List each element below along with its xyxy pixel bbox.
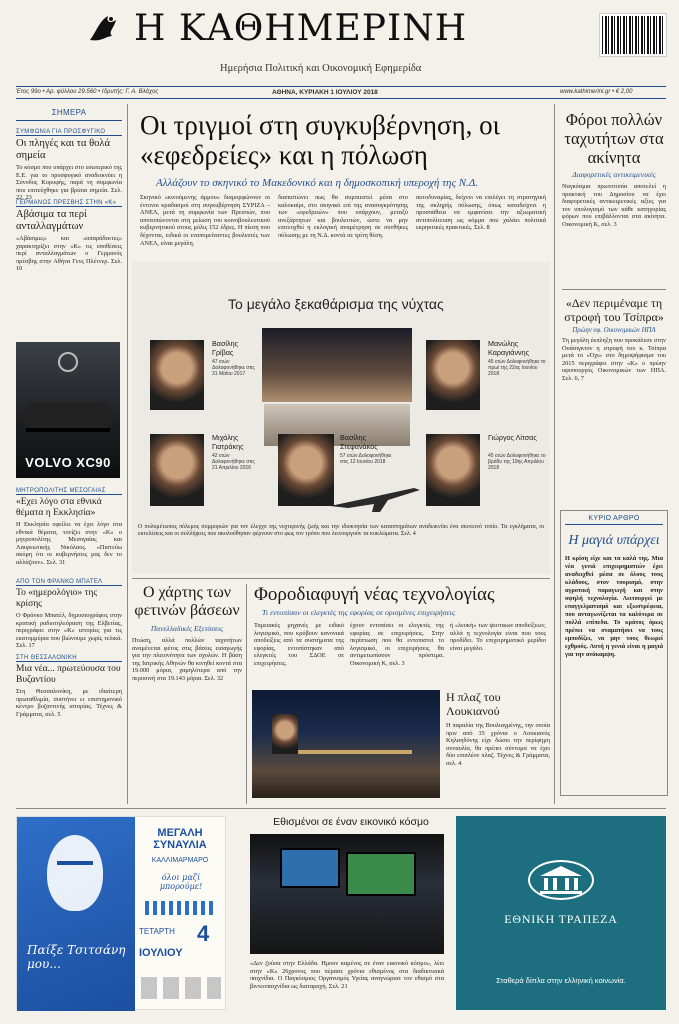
person-info: 45 ετών Δολοφονήθηκε το πρωί της 22ας Ιουνίου 2018 [488, 359, 546, 378]
bank-advertisement[interactable] [456, 816, 666, 1010]
lead-headline[interactable]: Οι τριγμοί στη συγκυβέρνηση, οι «εφεδρείες» και η πόλωση [140, 110, 500, 170]
car-image [24, 402, 112, 428]
editorial-text: Η κρίση είχε και τα καλά της. Μια νέα γενιά επιχειρηματιών έχει αναδειχθεί μέσα σε όλους τους κλάδους, στον τουρισμό, στην αγροτική παραγωγή και στην υψηλή τεχνολογία. Λειτουργεί με επαγγελματισμό και εξωστρέφεια, που ανταγωνίζεται τα καλύτερα σε πολλά επίπεδα. Το κράτος όμως πρέπει να σταματήσει να τους εμποδίζει, να μην τους θεωρεί εχθρούς. Αυτή η γενιά είναι η μαγιά για την ανάκαμψη. [565, 555, 663, 658]
feature-title[interactable]: Το μεγάλο ξεκαθάρισμα της νύχτας [228, 296, 444, 312]
tax-story-subtitle: Τι εντοπίσαν οι ελεγκτές της εφορίας σε ορισμένες επιχειρήσεις [262, 608, 455, 617]
bank-slogan: Σταθερά δίπλα στην ελληνική κοινωνία. [496, 976, 626, 985]
gaming-photo [250, 834, 444, 954]
concert-slogan: όλοι μαζί μπορούμε! [159, 873, 203, 891]
portrait-photo [150, 434, 204, 506]
crime-scene-photo [262, 328, 412, 402]
issue-info: Έτος 99ο • Αρ. φύλλου 29.560 • Ιδρυτής: Γ. Α. Βλάχος [16, 89, 159, 95]
person-info: 42 ετών Δολοφονήθηκε στις 21 Απριλίου 2016 [212, 453, 255, 472]
gun-icon [328, 484, 428, 514]
portrait-photo [278, 434, 334, 506]
concert-title: ΜΕΓΑΛΗ ΣΥΝΑΥΛΙΑ [153, 827, 207, 851]
nightlife-feature [132, 262, 550, 574]
story-title[interactable]: Φόροι πολλών ταχυτήτων στα ακίνητα [564, 110, 664, 167]
story-text: Ναγκόσμια πρωτοτυπία αποτελεί η πρακτική του Δημοσίου να έχει διαφορετικές αντικειμενικές αξίες για τον υπολογισμό των κάθε κατηγορίας φόρων που επιβάλλονται στα ακίνητα. Οικονομική Κ, σελ. 3 [562, 183, 666, 228]
concert-date-number: 4 [197, 921, 210, 946]
story-kicker: ΣΥΜΦΩΝΙΑ ΓΙΑ ΠΡΟΣΦΥΓΙΚΟ [16, 129, 122, 136]
concert-poster-art [17, 817, 135, 1011]
person-name: Βασίλης Στεφανάκος [340, 433, 378, 451]
story-subtitle: Διαφορετικές αντικειμενικές [572, 170, 656, 179]
story-subtitle: Πρώην υφ. Οικονομικών ΗΠΑ [572, 327, 656, 334]
portrait-photo [426, 340, 480, 410]
left-column [16, 108, 122, 273]
story-title[interactable]: Οι πληγές και τα θολά σημεία [16, 138, 111, 161]
ad-text: VOLVO XC90 [25, 455, 111, 470]
masthead-subtitle: Ημερήσια Πολιτική και Οικονομική Εφημερίδα [220, 63, 422, 74]
virtual-world-text: «Δεν ζούσα στην Ελλάδα. Ημουν καμένος σε έναν εικονικό κόσμο», λέει στην «Κ» 26χρονος που πέρασε χρόνια εθισμένος στα διαδικτυακά παιχνίδια. Ο Παγκόσμιος Οργανισμός Υγείας αναγνώρισε τον εθισμό στα βιντεοπαιχνίδια ως διαταραχή. Σελ. 21 [250, 960, 444, 990]
people-icons [145, 901, 217, 915]
story-kicker: ΑΠΟ ΤΟΝ ΦΡΑΝΚΟ ΜΠΑΤΕΛ [16, 579, 122, 586]
concert-month: ΙΟΥΛΙΟΥ [139, 947, 183, 959]
beach-text: Η παραλία της Βουλιαγμένης, την οποία πριν από 35 χρόνια ο Λουκιανός Κηλαηδόνης είχε δώσει την περίφημη συναυλία, θα πρέπει σύντομα να έχει δύο επιπλέον πλαζ. Τέχνες & Γράμματα, σελ. 4 [446, 722, 550, 767]
tax-story-col1: Ταμειακές μηχανές με ειδικό λογισμικό, που κρύβουν κανονικά αποδείξεις από τα συστήματα της εφορίας, εντοπίστηκαν από ελεγκτές του ΣΔΟΕ σε επιχειρήσεις. [254, 622, 344, 667]
story-title[interactable]: Το «ημερολόγιο» της κρίσης [16, 588, 98, 609]
right-column [562, 110, 666, 421]
feature-caption: Ο πολυμέτωπος πόλεμος συμμοριών για τον έλεγχο της νυχτερινής ζωής και την ιδιοκτησία των καταστημάτων αναδεικνύει ένα σκοτεινό τοπίο. Τα εγκλήματα, οι εκτελέσεις και οι συλλήψεις που ακολούθησαν φέρνουν στο φως τον τρόπο που λειτουργούν τα κυκλώματα. Σελ. 4 [138, 524, 544, 538]
tax-story-title[interactable]: Φοροδιαφυγή νέας τεχνολογίας [254, 584, 495, 605]
website-price: www.kathimerini.gr • € 2,00 [560, 89, 633, 95]
story-subtitle: Πανελλαδικές Εξετάσεις [150, 624, 224, 633]
person-name: Μιχάλης Γιατράκης [212, 433, 244, 451]
story-text: Πτώση, αλλά πολλών ταχυτήτων αναμένεται φέτος στις βάσεις εισαγωγής για την πλειονότητα των σχολών. Η βάση της Ιατρικής Αθηνών θα κινηθεί κοντά στα 19.000 μόρια, χαμηλότερα από την περυσινή στα 19.143 μόρια. Σελ. 32 [132, 637, 242, 682]
masthead-title: Η ΚΑΘΗΜΕΡΙΝΗ [134, 8, 468, 49]
today-label: ΣΗΜΕΡΑ [16, 108, 122, 121]
person-info: 57 ετών Δολοφονήθηκε στις 12 Ιουνίου 2018 [340, 453, 392, 466]
person-name: Γιώργος Λίτσας [488, 433, 537, 442]
sponsor-logos [141, 977, 221, 999]
lead-text-col2: διαπιστώνει πως θα συμπιεστεί μέσα στο καλοκαίρι, στο σκηνικό επί της ανασυγκρότησης των «εφεδρειών» που υπάρχουν, μεταξύ ανεξάρτητων και βουλευτών, ώστε να μην επιτευχθεί η εκλογική αναμέτρηση σε συνθήκες πόλωσης με τη Ν.Δ. κοντά σε τρίτη θέση. [278, 194, 408, 239]
story-text: «Αβάσιμες» και «απαράδεκτες» χαρακτηρίζει στην «Κ» τις υποθέσεις περί ανταλλαγμάτων ο Γερμανός πρέσβης στην Αθήνα Γενς Πλέτνερ. Σελ. 10 [16, 235, 122, 273]
bank-logo-icon [528, 860, 594, 900]
concert-place: ΚΑΛΛΙΜΑΡΜΑΡΟ [151, 857, 209, 864]
story-title[interactable]: Ο χάρτης των φετινών βάσεων [134, 584, 240, 619]
issue-date: ΑΘΗΝΑ, ΚΥΡΙΑΚΗ 1 ΙΟΥΛΙΟΥ 2018 [272, 89, 378, 96]
tax-story-col2: έχουν εντοπίσει οι ελεγκτές της εφορίας σε επιχειρήσεις. Στην περίπτωση που θα εντοπιστεί το λογισμικό, οι επιχειρήσεις θα αντιμετωπίσουν πρόστιμα. Οικονομική Κ, σελ. 3 [350, 622, 444, 667]
story-kicker: ΜΗΤΡΟΠΟΛΙΤΗΣ ΜΕΣΟΓΑΙΑΣ [16, 488, 122, 495]
story-kicker: ΣΤΗ ΘΕΣΣΑΛΟΝΙΚΗ [16, 655, 122, 662]
virtual-world-title[interactable]: Εθισμένοι σε έναν εικονικό κόσμο [273, 816, 429, 828]
story-title[interactable]: «Δεν περιμέναμε τη στροφή του Τσίπρα» [564, 296, 664, 324]
masthead-logo-icon [86, 12, 124, 46]
left-column-lower [16, 488, 122, 726]
person-info: 47 ετών Δολοφονήθηκε στις 31 Μαΐου 2017 [212, 359, 255, 378]
editorial-title[interactable]: Η μαγιά υπάρχει [568, 533, 660, 548]
story-text: Στη Θεσσαλονίκη, με ιδιαίτερη πρωταθλιμία, συστήνει ει επιστημονικό κέντρο βυζαντινής ιστορίας. Τέχνες & Γράμματα, σελ. 5 [16, 688, 122, 718]
lead-subheadline: Αλλάζουν το σκηνικό το Μακεδονικό και η δημοσκοπική υπεροχή της Ν.Δ. [156, 177, 478, 189]
concert-advertisement[interactable] [16, 816, 226, 1010]
barcode [600, 14, 666, 56]
story-title[interactable]: Μια νέα... πρωτεύουσα του Βυζαντίου [16, 664, 121, 685]
person-name: Βασίλης Γρίβας [212, 339, 239, 357]
concert-day: ΤΕΤΑΡΤΗ [139, 927, 175, 936]
story-title[interactable]: Αβάσιμα τα περί ανταλλαγμάτων [16, 209, 87, 232]
person-name: Μανώλης Καραγιάννης [488, 339, 530, 357]
lead-text-col3: αυτοδυναμίας, δείχνει να επιλέγει τη στρατηγική της σκληρής πόλωσης, όπως καταδείχνει η προσπάθεια να εμφανίσει την αξιωματική αντιπολίτευση ως κόμμα που χαλάει πολιτικά εκρηκτικές πρακτικές. Σελ. 8 [416, 194, 546, 232]
story-text: Τη μεγάλη έκπληξη που προκάλεσε στην Ουάσιγκτον η στροφή του κ. Τσίπρα μετά το «Όχι» στο δημοψήφισμα του 2015 περιγράφει στην «Κ» ο πρώην υφυπουργός Οικονομικών των ΗΠΑ. Σελ. 6, 7 [562, 337, 666, 382]
story-title[interactable]: «Εχει λόγο στα εθνικά θέματα η Εκκλησία» [16, 497, 102, 518]
story-kicker: ΓΕΡΜΑΝΟΣ ΠΡΕΣΒΗΣ ΣΤΗΝ «Κ» [16, 200, 122, 207]
editorial-kicker: ΚΥΡΙΟ ΑΡΘΡΟ [565, 515, 663, 525]
tax-story-col3: ή «λευκή» των ψευτικων αποδείξεων, αλλά η τεχνολογία είναι που τους προδίδει. Το επιχειρηματικό μερίδιο είναι μεγάλο. [450, 622, 546, 652]
portrait-photo [426, 434, 480, 506]
concert-script: Παίξε Τσιτσάνη μου... [27, 943, 126, 971]
editorial-box [560, 510, 668, 796]
portrait-photo [150, 340, 204, 410]
person-info: 45 ετών Δολοφονήθηκε το βράδυ της 19ης Απριλίου 2018 [488, 453, 546, 472]
car-advertisement[interactable] [16, 342, 120, 478]
lead-text-col1: Σκηνικό «κινούμενης άμμου» διαμορφώνουν οι έντονοι κραδασμοί στη συγκυβέρνηση ΣΥΡΙΖΑ – ΑΝΕΛ, μετά τη συμφωνία των Πρεσπών, που αποτυπώνονται στη μείωση του κοινοβουλευτικού κυβερνητικού στους μόλις 152 έδρες. Η πίεση που δέχονται, ειδικά οι εναπομείναντες βουλευτές των ΑΝΕΛ, είναι μεγάλη. [140, 194, 270, 247]
volvo-logo-icon [58, 352, 78, 372]
story-text: Ο Φράνκο Μπατέλ, δημοσιογράφος στην κρατική ραδιοτηλεόραση της Ελβετίας, περιγράφει στην «Κ» ιστορίες για τις εκατομμύρια που βιώνουμε χωρίς τελικά. Σελ. 17 [16, 612, 122, 650]
beach-title[interactable]: Η πλαζ του Λουκιανού [446, 690, 501, 718]
story-text: Η Εκκλησία οφείλει να έχει λόγο στα εθνικά θέματα, τονίζει στην «Κ» ο μητροπολίτης Μεσογαίας και Λαυρεωτικής Νικόλαος. «Πιστεύω ακόμη ότι οι κυβερνήσεις μας δεν το αλλάζουν». Σελ. 31 [16, 521, 122, 566]
bank-name: ΕΘΝΙΚΗ ΤΡΑΠΕΖΑ [504, 912, 618, 926]
school-story [132, 584, 242, 743]
story-text: Το κόσμο που υπάρχει στο εσωτερικό της Ε.Ε. για το προσφυγικό αναδεικνύει η Σύνοδος Κορυφής, παρά τη συμφωνία που επιτεύχθηκε για βρίσια σημεία. Σελ. 22, 23 [16, 164, 122, 202]
beach-concert-photo [252, 690, 440, 798]
